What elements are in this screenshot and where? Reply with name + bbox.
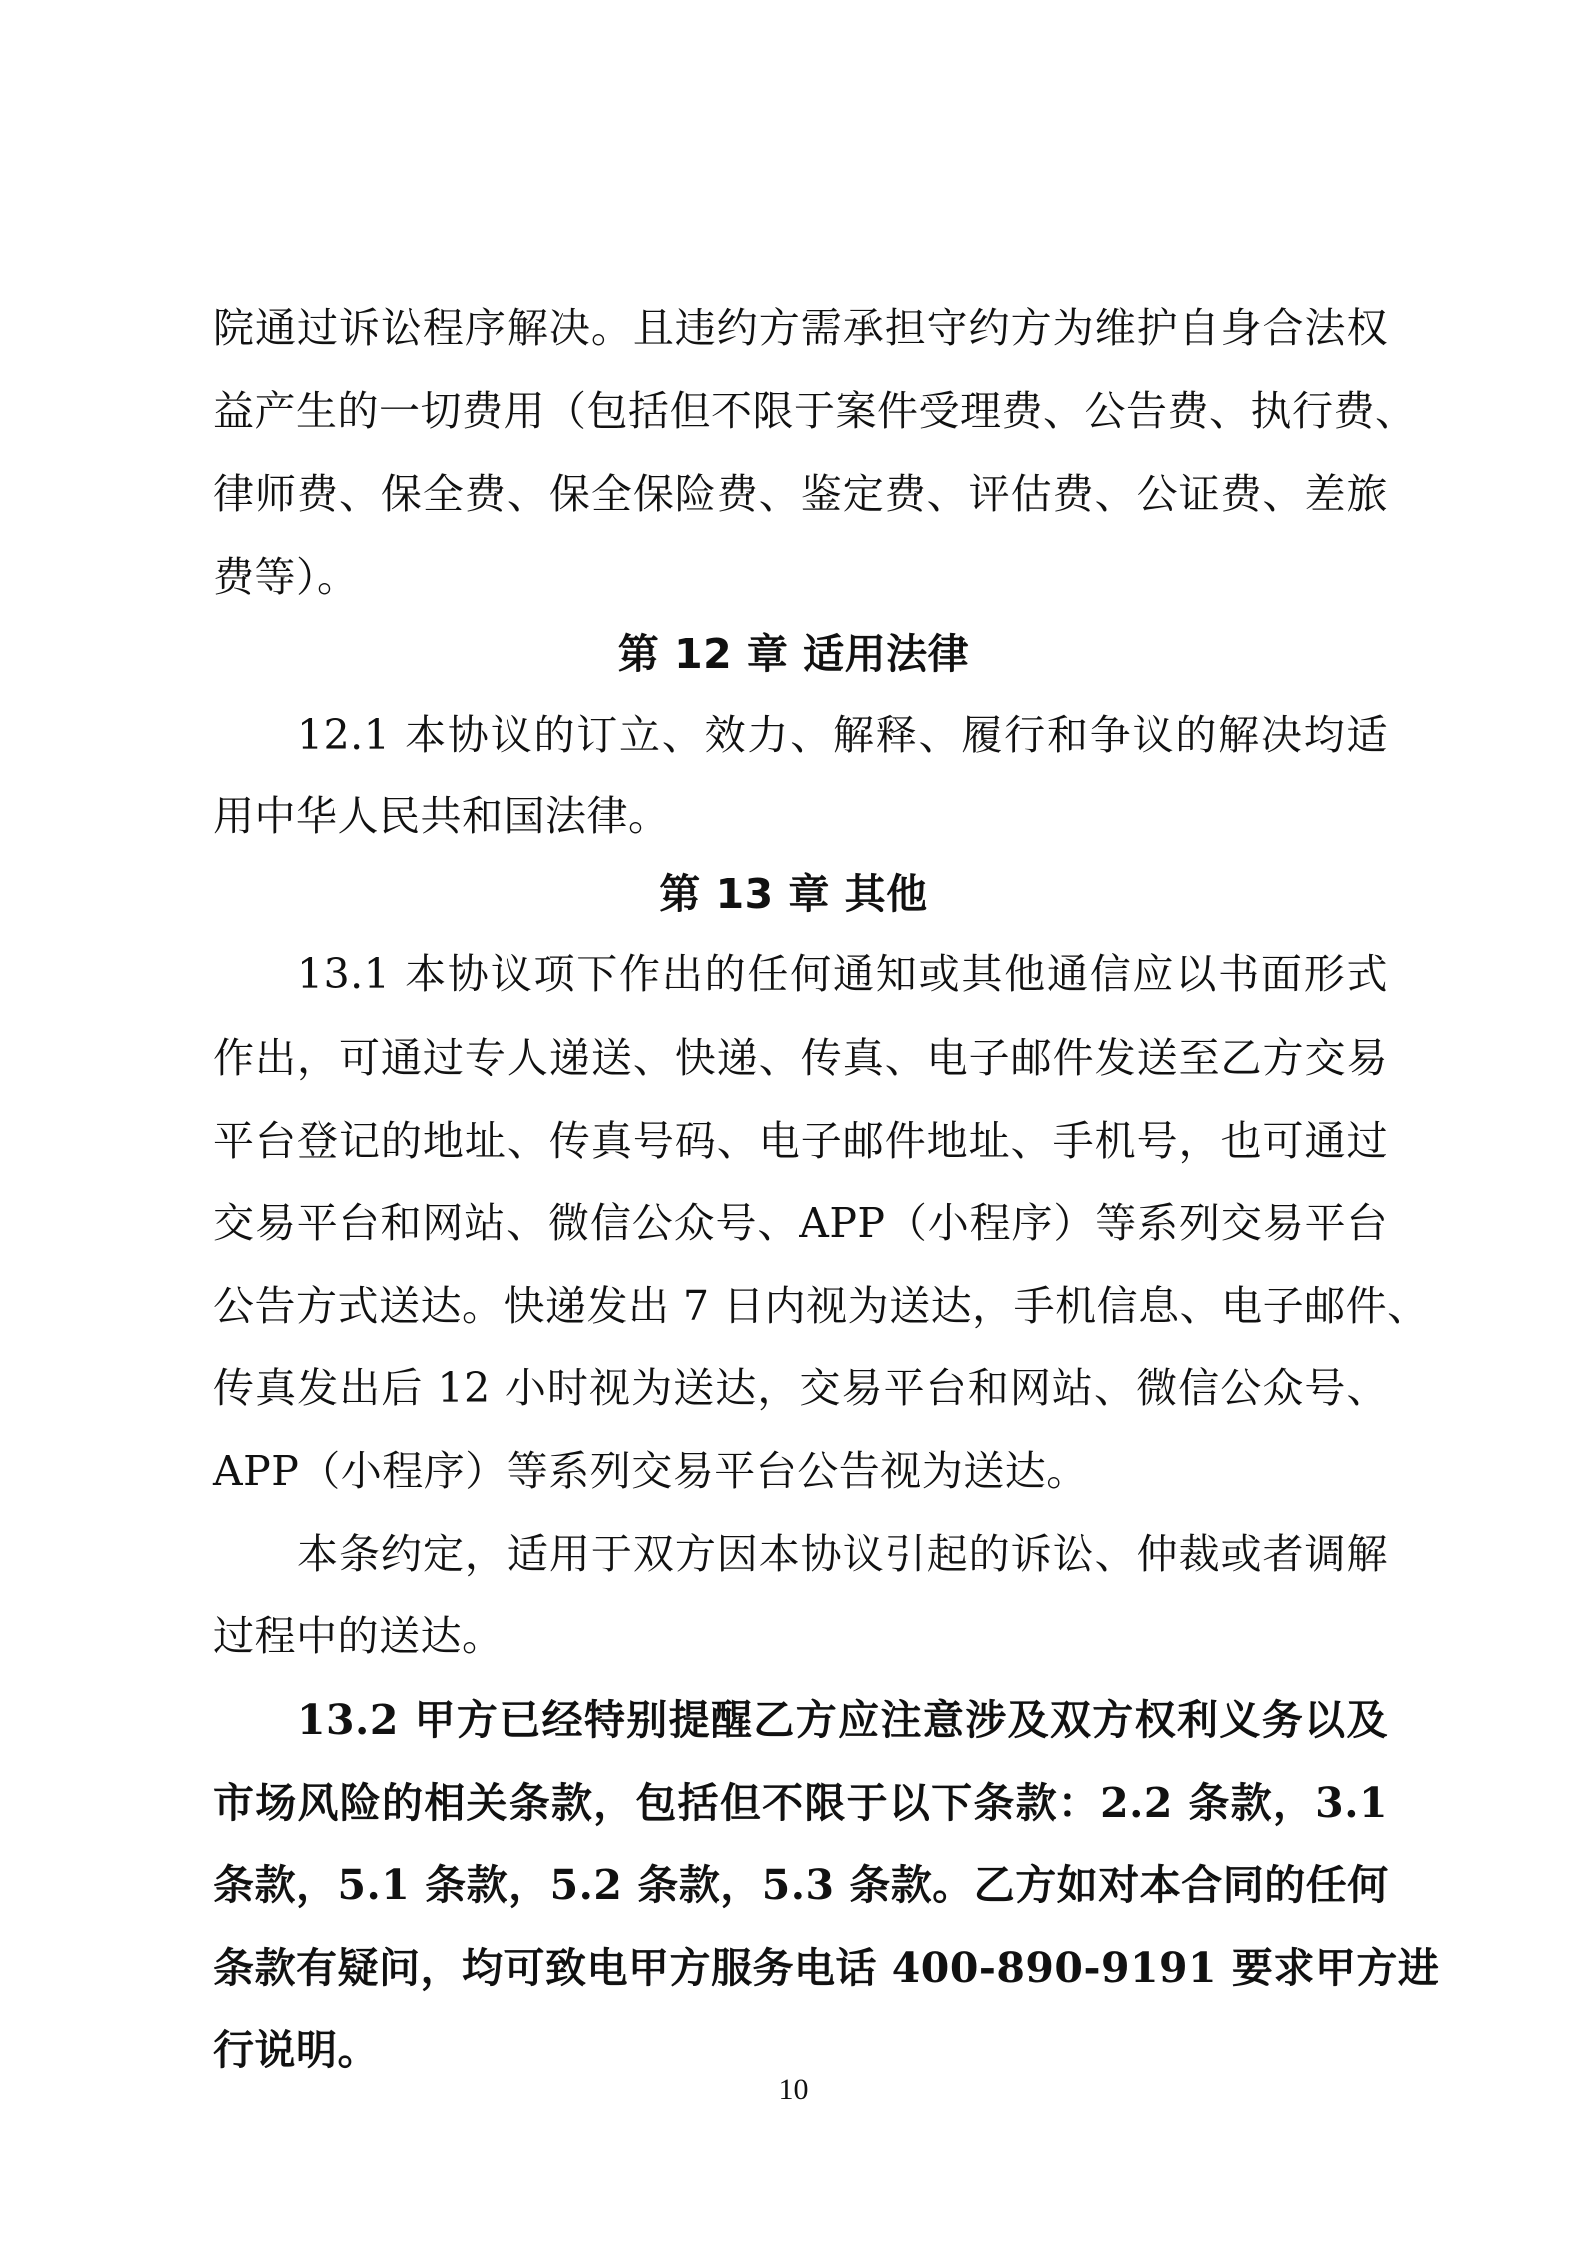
clause-13-1-line: 作出，可通过专人递送、快递、传真、电子邮件发送至乙方交易: [213, 1034, 1388, 1082]
paragraph-line: 律师费、保全费、保全保险费、鉴定费、评估费、公证费、差旅: [213, 470, 1388, 518]
clause-13-1-line: 13.1 本协议项下作出的任何通知或其他通信应以书面形式: [297, 950, 1388, 998]
clause-13-1-line: 公告方式送达。快递发出 7 日内视为送达，手机信息、电子邮件、: [213, 1282, 1429, 1330]
clause-13-2-line: 条款有疑问，均可致电甲方服务电话 400-890-9191 要求甲方进: [213, 1944, 1440, 1992]
clause-13-1-line: APP（小程序）等系列交易平台公告视为送达。: [213, 1447, 1088, 1495]
clause-12-1-line: 12.1 本协议的订立、效力、解释、履行和争议的解决均适: [297, 711, 1388, 759]
chapter-13-heading: 第 13 章 其他: [659, 870, 928, 918]
chapter-12-heading: 第 12 章 适用法律: [617, 630, 970, 678]
clause-13-2-line: 13.2 甲方已经特别提醒乙方应注意涉及双方权利义务以及: [297, 1696, 1388, 1744]
clause-13-1-line: 平台登记的地址、传真号码、电子邮件地址、手机号，也可通过: [213, 1117, 1388, 1165]
page-number: 10: [778, 2073, 809, 2106]
clause-13-1-note-line: 过程中的送达。: [213, 1612, 504, 1660]
clause-13-2-line: 市场风险的相关条款，包括但不限于以下条款：2.2 条款，3.1: [213, 1779, 1388, 1827]
paragraph-line: 费等）。: [213, 553, 359, 601]
clause-13-1-line: 交易平台和网站、微信公众号、APP（小程序）等系列交易平台: [213, 1199, 1388, 1247]
clause-12-1-line: 用中华人民共和国法律。: [213, 792, 670, 840]
paragraph-line: 益产生的一切费用（包括但不限于案件受理费、公告费、执行费、: [213, 387, 1417, 435]
clause-13-2-line: 条款，5.1 条款，5.2 条款，5.3 条款。乙方如对本合同的任何: [213, 1861, 1389, 1909]
clause-13-1-note-line: 本条约定，适用于双方因本协议引起的诉讼、仲裁或者调解: [297, 1530, 1388, 1578]
paragraph-line: 院通过诉讼程序解决。且违约方需承担守约方为维护自身合法权: [213, 304, 1388, 352]
clause-13-2-line: 行说明。: [213, 2026, 379, 2074]
clause-13-1-line: 传真发出后 12 小时视为送达，交易平台和网站、微信公众号、: [213, 1364, 1388, 1412]
